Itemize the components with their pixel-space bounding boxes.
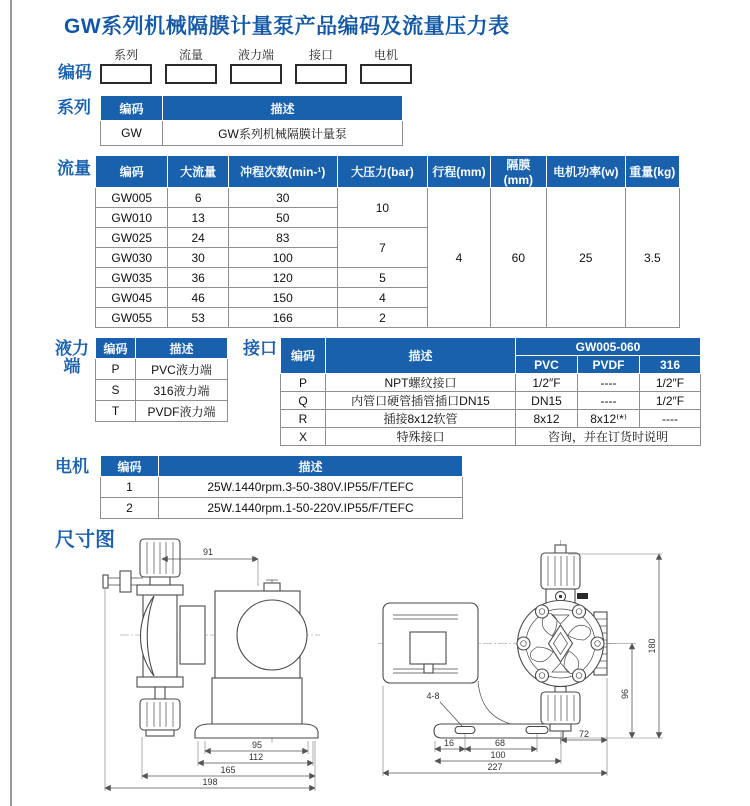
- cell: 1: [101, 477, 159, 498]
- table-row: [281, 428, 701, 446]
- cell: ----: [578, 374, 640, 392]
- dim-label: 95: [251, 740, 263, 750]
- series-table: [100, 95, 403, 146]
- cell: 50: [228, 208, 337, 228]
- cell: 6: [168, 188, 228, 208]
- dim-label: 180: [647, 638, 657, 654]
- cell-pressure-group: 7: [337, 228, 428, 268]
- table-row: [96, 188, 680, 208]
- dim-label: 72: [578, 729, 590, 739]
- cell: 8x12: [516, 410, 578, 428]
- cell: 166: [228, 308, 337, 328]
- col-header: 编码: [101, 96, 163, 121]
- col-header: 大压力(bar): [337, 156, 428, 188]
- cell: 30: [168, 248, 228, 268]
- dim-label: 16: [443, 738, 455, 748]
- cell: 1/2″F: [640, 392, 701, 410]
- dim-label: 198: [202, 777, 218, 787]
- table-row: [101, 498, 463, 519]
- coding-field-label: 流量: [178, 48, 203, 62]
- cell: GW010: [96, 208, 168, 228]
- series-section-label: 系列: [57, 98, 91, 117]
- dim-label: 100: [490, 750, 506, 760]
- col-header: 描述: [136, 338, 228, 359]
- col-header: 重量(kg): [625, 156, 679, 188]
- cell: 24: [168, 228, 228, 248]
- col-header: 编码: [281, 338, 326, 374]
- cell: GW系列机械隔膜计量泵: [163, 121, 403, 146]
- col-header: 隔膜(mm): [490, 156, 546, 188]
- coding-field-series: [100, 46, 152, 84]
- hydraulic-label-line1: 液力: [55, 339, 89, 358]
- table-row: [281, 374, 701, 392]
- cell: R: [281, 410, 326, 428]
- motor-section-label: 电机: [55, 457, 89, 476]
- coding-field-label: 液力端: [237, 48, 274, 62]
- col-header: 316: [640, 356, 701, 374]
- cell: GW035: [96, 268, 168, 288]
- cell: PVC液力端: [136, 359, 228, 380]
- cell: 100: [228, 248, 337, 268]
- cell: GW055: [96, 308, 168, 328]
- coding-field-motor: [360, 46, 412, 84]
- motor-table: [100, 455, 463, 519]
- table-row: [96, 359, 228, 380]
- cell: 特殊接口: [326, 428, 516, 446]
- cell-note: 咨询，并在订货时说明: [516, 428, 701, 446]
- dim-label: 227: [487, 762, 503, 772]
- coding-fields: [100, 46, 412, 84]
- table-header-row: [96, 338, 228, 359]
- cell: 1/2″F: [640, 374, 701, 392]
- col-header: PVDF: [578, 356, 640, 374]
- cell: X: [281, 428, 326, 446]
- coding-field-box: [165, 64, 217, 84]
- col-header: PVC: [516, 356, 578, 374]
- dim-label: 165: [220, 765, 236, 775]
- cell: GW045: [96, 288, 168, 308]
- coding-field-box: [230, 64, 282, 84]
- dimensions-section-label: 尺寸图: [55, 529, 115, 551]
- coding-field-interface: [295, 46, 347, 84]
- cell: P: [281, 374, 326, 392]
- cell-shared-stroke: 4: [428, 188, 490, 328]
- cell-pressure-group: 10: [337, 188, 428, 228]
- table-header-row: [96, 156, 680, 188]
- cell-shared-weight: 3.5: [625, 188, 679, 328]
- cell: ----: [578, 392, 640, 410]
- coding-field-label: 电机: [373, 48, 398, 62]
- cell-shared-diaphragm: 60: [490, 188, 546, 328]
- coding-field-box: [295, 64, 347, 84]
- col-header: 描述: [326, 338, 516, 374]
- cell: T: [96, 401, 136, 422]
- cell: 8x12⁽*⁾: [578, 410, 640, 428]
- cell-pressure-group: 2: [337, 308, 428, 328]
- cell: 13: [168, 208, 228, 228]
- cell: ----: [640, 410, 701, 428]
- cell: 内管口硬管插管插口DN15: [326, 392, 516, 410]
- table-row: [101, 121, 403, 146]
- cell: Q: [281, 392, 326, 410]
- cell: 53: [168, 308, 228, 328]
- cell: 25W.1440rpm.1-50-220V.IP55/F/TEFC: [159, 498, 463, 519]
- cell: 2: [101, 498, 159, 519]
- coding-field-liquid-end: [230, 46, 282, 84]
- table-header-row: [101, 456, 463, 477]
- page-edge-line: [10, 0, 12, 806]
- cell: 1/2″F: [516, 374, 578, 392]
- dimension-drawing-side-view: [70, 536, 340, 800]
- coding-field-label: 系列: [113, 48, 138, 62]
- cell: 30: [228, 188, 337, 208]
- cell: P: [96, 359, 136, 380]
- cell-shared-power: 25: [547, 188, 626, 328]
- page-title: GW系列机械隔膜计量泵产品编码及流量压力表: [64, 15, 510, 38]
- cell: GW005: [96, 188, 168, 208]
- cell: 316液力端: [136, 380, 228, 401]
- col-header: 冲程次数(min-¹): [228, 156, 337, 188]
- cell: 46: [168, 288, 228, 308]
- cell-pressure-group: 5: [337, 268, 428, 288]
- hydraulic-table: [95, 337, 228, 422]
- col-header: 电机功率(w): [547, 156, 626, 188]
- cell: 150: [228, 288, 337, 308]
- col-header-group: GW005-060: [516, 338, 701, 356]
- table-header-row: [281, 338, 701, 356]
- coding-field-box: [360, 64, 412, 84]
- table-row: [96, 380, 228, 401]
- col-header: 大流量: [168, 156, 228, 188]
- table-row: [101, 477, 463, 498]
- cell: 插接8x12软管: [326, 410, 516, 428]
- dim-label: 96: [620, 688, 630, 700]
- dim-label: 68: [494, 738, 506, 748]
- col-header: 编码: [96, 338, 136, 359]
- interface-table: [280, 337, 701, 446]
- cell: S: [96, 380, 136, 401]
- table-row: [281, 410, 701, 428]
- dim-label: 91: [202, 547, 214, 557]
- cell: PVDF液力端: [136, 401, 228, 422]
- coding-section-label: 编码: [58, 63, 92, 82]
- flow-section-label: 流量: [57, 159, 91, 178]
- col-header: 描述: [159, 456, 463, 477]
- col-header: 行程(mm): [428, 156, 490, 188]
- cell: GW: [101, 121, 163, 146]
- interface-section-label: 接口: [243, 339, 277, 358]
- table-row: [96, 401, 228, 422]
- col-header: 编码: [96, 156, 168, 188]
- coding-field-box: [100, 64, 152, 84]
- cell: 120: [228, 268, 337, 288]
- cell: DN15: [516, 392, 578, 410]
- cell: NPT螺纹接口: [326, 374, 516, 392]
- cell: 25W.1440rpm.3-50-380V.IP55/F/TEFC: [159, 477, 463, 498]
- table-header-row: [101, 96, 403, 121]
- dimension-drawing-front-view: [378, 536, 678, 800]
- cell: 36: [168, 268, 228, 288]
- hydraulic-section-label: [52, 340, 92, 376]
- cell: GW030: [96, 248, 168, 268]
- table-row: [281, 392, 701, 410]
- hydraulic-label-line2: 端: [63, 356, 81, 376]
- coding-field-label: 接口: [308, 48, 333, 62]
- coding-field-flow: [165, 46, 217, 84]
- cell-pressure-group: 4: [337, 288, 428, 308]
- flow-table: [95, 155, 680, 328]
- cell: GW025: [96, 228, 168, 248]
- cell: 83: [228, 228, 337, 248]
- holes-label: 4-8: [426, 691, 440, 701]
- col-header: 编码: [101, 456, 159, 477]
- col-header: 描述: [163, 96, 403, 121]
- dim-label: 112: [248, 752, 264, 762]
